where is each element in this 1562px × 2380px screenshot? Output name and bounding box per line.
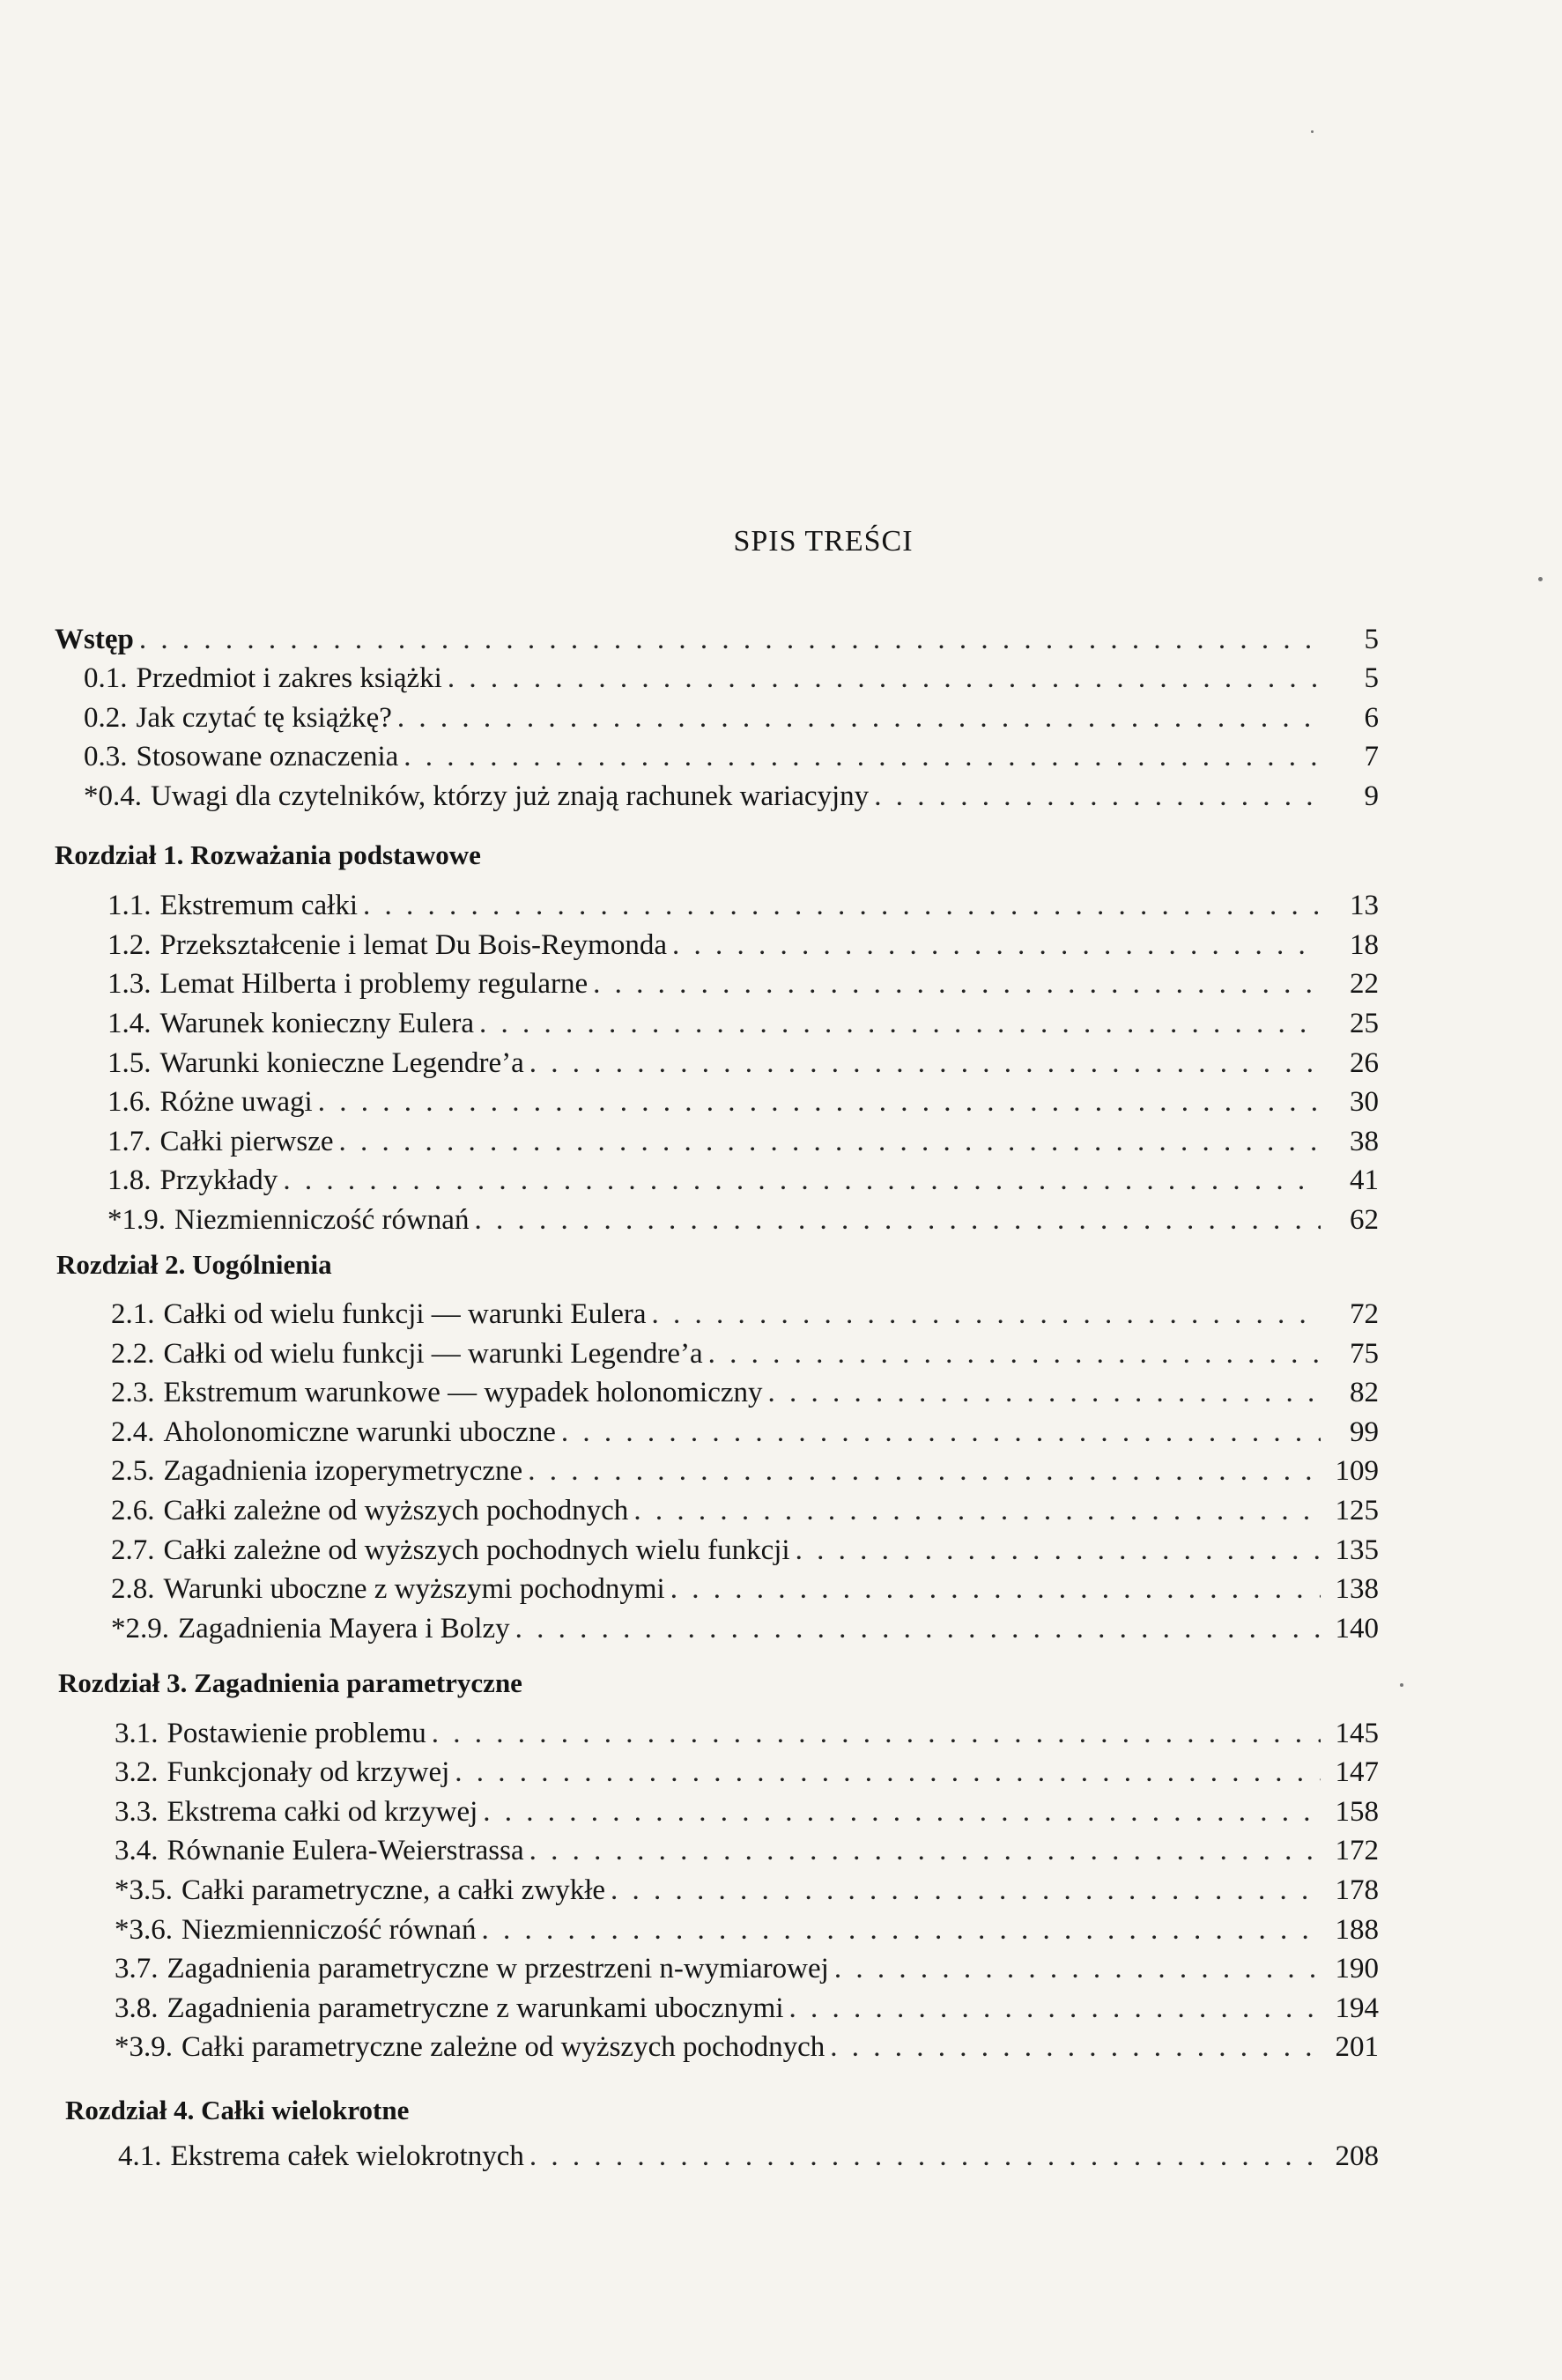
entry-title: Stosowane oznaczenia [136, 741, 399, 772]
page-number: 82 [1350, 1377, 1379, 1408]
entry-number: *2.9. [111, 1613, 169, 1645]
entry-title: Różne uwagi [159, 1086, 313, 1118]
toc-entry [84, 780, 1379, 816]
toc-entry [115, 1718, 1379, 1753]
scan-speck [1538, 577, 1543, 581]
entry-number: *1.9. [107, 1204, 166, 1236]
toc-entry [111, 1573, 1379, 1608]
entry-title: Równanie Eulera-Weierstrassa [167, 1835, 524, 1866]
entry-number: 3.3. [115, 1796, 159, 1828]
toc-entry [111, 1338, 1379, 1373]
dot-leader [363, 890, 1321, 922]
entry-number: 2.8. [111, 1573, 155, 1605]
toc-entry [118, 2140, 1379, 2176]
entry-number: 2.4. [111, 1416, 155, 1448]
toc-entry [115, 1756, 1379, 1792]
page-number: 7 [1364, 741, 1379, 772]
entry-title: Wstęp [55, 624, 134, 655]
toc-entry [107, 968, 1379, 1003]
entry-number: *3.9. [115, 2031, 173, 2063]
entry-title: Warunek konieczny Eulera [159, 1008, 475, 1039]
entry-title: Całki parametryczne, a całki zwykłe [181, 1874, 606, 1906]
dot-leader [432, 1718, 1321, 1750]
page-number: 18 [1350, 929, 1379, 961]
scan-speck [1311, 130, 1314, 133]
toc-entry [115, 1874, 1379, 1910]
toc-entry [107, 1008, 1379, 1043]
entry-title: Przedmiot i zakres książki [136, 662, 442, 694]
dot-leader [515, 1613, 1321, 1645]
dot-leader [796, 1534, 1321, 1567]
toc-entry [84, 702, 1379, 737]
chapter-heading: Rozdział 3. Zagadnienia parametryczne [58, 1667, 522, 1698]
page-number: 172 [1335, 1835, 1379, 1866]
page-number: 25 [1350, 1008, 1379, 1039]
dot-leader [652, 1298, 1321, 1331]
entry-title: Ekstremum całki [159, 890, 359, 921]
page-number: 135 [1335, 1534, 1379, 1566]
entry-number: *3.5. [115, 1874, 173, 1906]
page-number: 5 [1364, 662, 1379, 694]
toc-entry [115, 1835, 1379, 1870]
entry-number: 3.8. [115, 1992, 159, 2024]
dot-leader [672, 929, 1321, 962]
entry-number: 2.6. [111, 1495, 155, 1526]
dot-leader [397, 702, 1321, 735]
entry-title: Aholonomiczne warunki uboczne [163, 1416, 556, 1448]
page-number: 9 [1364, 780, 1379, 812]
entry-title: Lemat Hilberta i problemy regularne [159, 968, 589, 1000]
dot-leader [403, 741, 1321, 773]
toc-entry [111, 1495, 1379, 1530]
page-number: 99 [1350, 1416, 1379, 1448]
chapter-heading: Rozdział 4. Całki wielokrotne [65, 2095, 410, 2125]
entry-number: 0.2. [84, 702, 128, 734]
page-number: 109 [1335, 1455, 1379, 1487]
entry-title: Niezmienniczość równań [174, 1204, 470, 1236]
page-number: 147 [1335, 1756, 1379, 1788]
dot-leader [633, 1495, 1321, 1527]
toc-entry [84, 741, 1379, 776]
entry-title: Postawienie problemu [167, 1718, 426, 1749]
toc-entry [107, 1126, 1379, 1161]
dot-leader [561, 1416, 1321, 1449]
entry-title: Funkcjonały od krzywej [167, 1756, 450, 1788]
page-number: 62 [1350, 1204, 1379, 1236]
page-number: 22 [1350, 968, 1379, 1000]
page-number: 190 [1335, 1953, 1379, 1985]
toc-entry [111, 1534, 1379, 1570]
page-number: 138 [1335, 1573, 1379, 1605]
dot-leader [611, 1874, 1321, 1907]
entry-title: Warunki konieczne Legendre’a [159, 1047, 524, 1079]
dot-leader [528, 1455, 1321, 1488]
entry-number: 1.8. [107, 1164, 152, 1196]
entry-number: 3.1. [115, 1718, 159, 1749]
toc-entry-intro [55, 624, 1379, 659]
entry-title: Przekształcenie i lemat Du Bois-Reymonda [159, 929, 668, 961]
dot-leader [483, 1796, 1321, 1829]
dot-leader [448, 662, 1321, 695]
entry-title: Całki pierwsze [159, 1126, 334, 1157]
entry-number: 1.7. [107, 1126, 152, 1157]
scan-speck [1400, 1683, 1403, 1687]
dot-leader [455, 1756, 1321, 1789]
toc-entry [111, 1416, 1379, 1452]
entry-number: *0.4. [84, 780, 142, 812]
entry-title: Całki zależne od wyższych pochodnych [163, 1495, 629, 1526]
entry-title: Przykłady [159, 1164, 278, 1196]
entry-title: Całki zależne od wyższych pochodnych wielu funkcji [163, 1534, 790, 1566]
entry-title: Zagadnienia izoperymetryczne [163, 1455, 523, 1487]
dot-leader [481, 1914, 1321, 1947]
toc-entry [111, 1298, 1379, 1334]
entry-title: Całki parametryczne zależne od wyższych pochodnych [181, 2031, 825, 2063]
dot-leader [283, 1164, 1321, 1197]
entry-number: 3.2. [115, 1756, 159, 1788]
toc-entry [84, 662, 1379, 698]
entry-number: 1.1. [107, 890, 152, 921]
page-number: 208 [1335, 2140, 1379, 2172]
entry-title: Ekstremum warunkowe — wypadek holonomiczny [163, 1377, 763, 1408]
page-number: 201 [1335, 2031, 1379, 2063]
dot-leader [318, 1086, 1321, 1119]
entry-number: 2.3. [111, 1377, 155, 1408]
page-number: 6 [1364, 702, 1379, 734]
toc-entry [115, 1796, 1379, 1831]
toc-entry [111, 1455, 1379, 1490]
dot-leader [529, 2140, 1321, 2173]
toc-entry [115, 1914, 1379, 1949]
dot-leader [529, 1835, 1321, 1867]
page-number: 38 [1350, 1126, 1379, 1157]
entry-title: Ekstrema całek wielokrotnych [170, 2140, 524, 2172]
toc-entry [111, 1613, 1379, 1648]
page-number: 194 [1335, 1992, 1379, 2024]
dot-leader [768, 1377, 1321, 1409]
toc-entry [107, 1086, 1379, 1121]
dot-leader [139, 624, 1321, 656]
toc-entry [107, 1047, 1379, 1083]
entry-number: 0.1. [84, 662, 128, 694]
entry-number: 1.2. [107, 929, 152, 961]
entry-title: Niezmienniczość równań [181, 1914, 477, 1946]
page-number: 75 [1350, 1338, 1379, 1370]
dot-leader [339, 1126, 1321, 1158]
dot-leader [708, 1338, 1321, 1371]
entry-title: Zagadnienia parametryczne w przestrzeni n-wymiarowej [167, 1953, 829, 1985]
entry-number: *3.6. [115, 1914, 173, 1946]
page-number: 188 [1335, 1914, 1379, 1946]
entry-title: Zagadnienia Mayera i Bolzy [178, 1613, 510, 1645]
entry-title: Zagadnienia parametryczne z warunkami ubocznymi [167, 1992, 784, 2024]
page-number: 13 [1350, 890, 1379, 921]
page-number: 158 [1335, 1796, 1379, 1828]
chapter-heading: Rozdział 2. Uogólnienia [56, 1249, 332, 1280]
toc-entry [107, 890, 1379, 925]
page-number: 145 [1335, 1718, 1379, 1749]
toc-entry [111, 1377, 1379, 1412]
page-number: 72 [1350, 1298, 1379, 1330]
dot-leader [474, 1204, 1321, 1237]
page-number: 41 [1350, 1164, 1379, 1196]
entry-number: 0.3. [84, 741, 128, 772]
entry-title: Jak czytać tę książkę? [136, 702, 392, 734]
dot-leader [529, 1047, 1321, 1080]
toc-entry [107, 929, 1379, 965]
dot-leader [874, 780, 1321, 813]
page-number: 140 [1335, 1613, 1379, 1645]
entry-number: 4.1. [118, 2140, 162, 2172]
toc-entry [115, 1992, 1379, 2028]
entry-number: 3.7. [115, 1953, 159, 1985]
toc-entry [115, 2031, 1379, 2066]
page-number: 5 [1364, 624, 1379, 655]
entry-number: 1.4. [107, 1008, 152, 1039]
chapter-heading: Rozdział 1. Rozważania podstawowe [55, 839, 481, 870]
page-title: SPIS TREŚCI [733, 525, 914, 558]
dot-leader [670, 1573, 1321, 1606]
entry-number: 2.5. [111, 1455, 155, 1487]
entry-number: 1.6. [107, 1086, 152, 1118]
entry-number: 1.3. [107, 968, 152, 1000]
dot-leader [593, 968, 1321, 1001]
dot-leader [789, 1992, 1321, 2025]
entry-title: Warunki uboczne z wyższymi pochodnymi [163, 1573, 665, 1605]
entry-number: 2.2. [111, 1338, 155, 1370]
page-number: 125 [1335, 1495, 1379, 1526]
toc-entry [107, 1204, 1379, 1239]
entry-title: Całki od wielu funkcji — warunki Legendre’a [163, 1338, 703, 1370]
entry-number: 1.5. [107, 1047, 152, 1079]
entry-number: 2.1. [111, 1298, 155, 1330]
page-number: 178 [1335, 1874, 1379, 1906]
toc-entry [115, 1953, 1379, 1988]
entry-title: Całki od wielu funkcji — warunki Eulera [163, 1298, 647, 1330]
page-number: 26 [1350, 1047, 1379, 1079]
dot-leader [830, 2031, 1321, 2064]
entry-number: 3.4. [115, 1835, 159, 1866]
entry-title: Uwagi dla czytelników, którzy już znają rachunek wariacyjny [151, 780, 870, 812]
entry-number: 2.7. [111, 1534, 155, 1566]
page-number: 30 [1350, 1086, 1379, 1118]
entry-title: Ekstrema całki od krzywej [167, 1796, 478, 1828]
dot-leader [834, 1953, 1321, 1985]
dot-leader [479, 1008, 1321, 1040]
toc-entry [107, 1164, 1379, 1200]
